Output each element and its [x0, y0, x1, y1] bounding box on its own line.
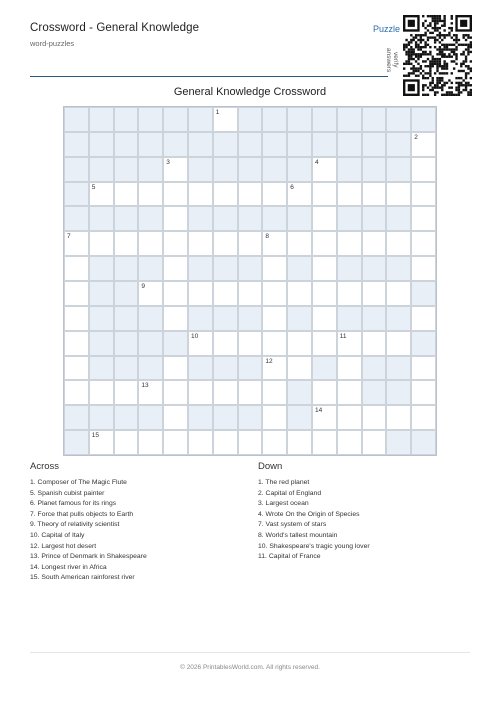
grid-cell[interactable]	[163, 405, 188, 430]
grid-cell[interactable]	[362, 331, 387, 356]
grid-cell[interactable]	[262, 380, 287, 405]
grid-cell-blocked	[213, 132, 238, 157]
grid-cell[interactable]	[138, 430, 163, 455]
grid-cell[interactable]	[386, 331, 411, 356]
grid-cell[interactable]	[163, 281, 188, 306]
across-clue-list	[30, 478, 250, 584]
grid-cell[interactable]	[163, 256, 188, 281]
grid-cell-blocked	[312, 107, 337, 132]
grid-cell-blocked	[114, 256, 139, 281]
grid-cell-blocked	[386, 256, 411, 281]
down-clue: 1. The red planet	[258, 479, 310, 486]
grid-cell[interactable]	[238, 430, 263, 455]
grid-cell-blocked	[114, 405, 139, 430]
grid-cell[interactable]	[188, 430, 213, 455]
down-clue: 8. World's tallest mountain	[258, 531, 338, 539]
grid-cell[interactable]	[411, 231, 436, 256]
grid-cell[interactable]	[138, 281, 163, 306]
grid-cell-blocked	[337, 206, 362, 231]
clue-number: 13	[141, 382, 149, 390]
grid-cell[interactable]	[262, 182, 287, 207]
grid-cell[interactable]	[287, 281, 312, 306]
grid-cell-blocked	[114, 107, 139, 132]
grid-cell[interactable]	[238, 281, 263, 306]
grid-cell[interactable]	[163, 306, 188, 331]
down-clue-list	[258, 478, 468, 563]
down-clue: 2. Capital of England	[258, 489, 322, 497]
grid-cell[interactable]	[138, 231, 163, 256]
grid-cell-blocked	[238, 256, 263, 281]
grid-cell[interactable]	[114, 231, 139, 256]
grid-cell[interactable]	[114, 380, 139, 405]
across-clues	[30, 461, 250, 584]
grid-cell-blocked	[287, 256, 312, 281]
grid-cell[interactable]	[337, 281, 362, 306]
grid-cell[interactable]	[188, 380, 213, 405]
grid-cell[interactable]	[287, 231, 312, 256]
grid-cell[interactable]	[262, 306, 287, 331]
grid-cell-blocked	[238, 356, 263, 381]
grid-cell-blocked	[386, 157, 411, 182]
grid-cell-blocked	[114, 132, 139, 157]
grid-cell-blocked	[362, 306, 387, 331]
grid-cell-blocked	[114, 306, 139, 331]
grid-cell[interactable]	[188, 182, 213, 207]
grid-cell-blocked	[238, 107, 263, 132]
grid-cell-blocked	[213, 306, 238, 331]
grid-cell-blocked	[114, 281, 139, 306]
grid-cell-blocked	[213, 206, 238, 231]
grid-cell-blocked	[138, 331, 163, 356]
grid-cell-blocked	[386, 132, 411, 157]
grid-cell[interactable]	[64, 256, 89, 281]
grid-cell[interactable]	[287, 182, 312, 207]
grid-cell[interactable]	[411, 306, 436, 331]
grid-cell-blocked	[362, 256, 387, 281]
grid-cell[interactable]	[287, 331, 312, 356]
clue-number: 1	[215, 109, 220, 116]
grid-cell[interactable]	[386, 405, 411, 430]
grid-cell[interactable]	[287, 430, 312, 455]
clue-number: 2	[414, 133, 418, 141]
page-subtitle: word-puzzles	[30, 39, 75, 48]
grid-cell-blocked	[213, 157, 238, 182]
across-clue: 1. Composer of The Magic Flute	[30, 479, 127, 486]
grid-cell-blocked	[138, 306, 163, 331]
grid-cell-blocked	[238, 405, 263, 430]
grid-cell[interactable]	[262, 231, 287, 256]
grid-cell-blocked	[262, 107, 287, 132]
grid-cell[interactable]	[386, 281, 411, 306]
grid-cell-blocked	[287, 107, 312, 132]
grid-cell-blocked	[89, 157, 114, 182]
clue-number: 3	[166, 158, 170, 166]
grid-cell-blocked	[362, 132, 387, 157]
grid-cell[interactable]	[89, 380, 114, 405]
grid-cell-blocked	[262, 132, 287, 157]
grid-cell-blocked	[411, 281, 436, 306]
grid-cell[interactable]	[411, 256, 436, 281]
grid-cell-blocked	[138, 405, 163, 430]
grid-cell-blocked	[287, 157, 312, 182]
down-clue: 10. Shakespeare's tragic young lover	[258, 542, 370, 550]
grid-cell-blocked	[188, 132, 213, 157]
grid-cell-blocked	[114, 331, 139, 356]
grid-cell[interactable]	[89, 430, 114, 455]
grid-cell-blocked	[114, 206, 139, 231]
down-clues	[258, 461, 468, 563]
puzzle-title: General Knowledge Crossword	[173, 86, 327, 98]
grid-cell[interactable]	[337, 430, 362, 455]
grid-cell-blocked	[362, 157, 387, 182]
clue-number: 10	[191, 332, 199, 340]
grid-cell[interactable]	[188, 331, 213, 356]
across-heading: Across	[30, 461, 60, 472]
grid-cell[interactable]	[163, 430, 188, 455]
down-heading: Down	[258, 461, 283, 472]
grid-cell-blocked	[138, 356, 163, 381]
grid-cell[interactable]	[312, 231, 337, 256]
grid-cell[interactable]	[312, 405, 337, 430]
page-title: Crossword - General Knowledge	[30, 22, 200, 34]
clue-number: 9	[141, 283, 146, 290]
grid-cell-blocked	[89, 331, 114, 356]
grid-cell-blocked	[386, 380, 411, 405]
grid-cell-blocked	[312, 356, 337, 381]
grid-cell-blocked	[213, 256, 238, 281]
grid-cell[interactable]	[362, 405, 387, 430]
grid-cell-blocked	[411, 430, 436, 455]
grid-cell[interactable]	[64, 281, 89, 306]
grid-cell[interactable]	[362, 182, 387, 207]
grid-cell[interactable]	[213, 430, 238, 455]
grid-cell-blocked	[386, 306, 411, 331]
grid-cell[interactable]	[262, 331, 287, 356]
grid-cell[interactable]	[64, 306, 89, 331]
grid-cell-blocked	[238, 157, 263, 182]
grid-cell-blocked	[238, 306, 263, 331]
grid-cell[interactable]	[312, 206, 337, 231]
grid-cell[interactable]	[287, 356, 312, 381]
grid-cell[interactable]	[163, 206, 188, 231]
grid-cell-blocked	[386, 356, 411, 381]
grid-cell-blocked	[138, 256, 163, 281]
down-clue: 7. Vast system of stars	[258, 521, 327, 529]
across-clue: 6. Planet famous for its rings	[30, 500, 117, 508]
grid-cell[interactable]	[386, 231, 411, 256]
grid-cell-blocked	[287, 380, 312, 405]
grid-cell[interactable]	[262, 356, 287, 381]
grid-cell[interactable]	[163, 356, 188, 381]
across-clue: 7. Force that pulls objects to Earth	[30, 510, 134, 518]
grid-cell[interactable]	[163, 231, 188, 256]
grid-cell[interactable]	[312, 157, 337, 182]
grid-cell-blocked	[337, 157, 362, 182]
grid-cell-blocked	[262, 157, 287, 182]
qr-code-icon[interactable]	[403, 15, 472, 96]
grid-cell-blocked	[386, 430, 411, 455]
grid-cell[interactable]	[213, 231, 238, 256]
grid-cell[interactable]	[312, 256, 337, 281]
down-clue: 4. Wrote On the Origin of Species	[258, 510, 360, 518]
grid-cell[interactable]	[262, 256, 287, 281]
grid-cell-blocked	[287, 206, 312, 231]
grid-cell-blocked	[138, 206, 163, 231]
across-clue: 14. Longest river in Africa	[30, 563, 107, 571]
grid-cell[interactable]	[262, 405, 287, 430]
grid-cell-blocked	[89, 306, 114, 331]
page-header	[30, 22, 400, 48]
grid-cell[interactable]	[163, 182, 188, 207]
grid-cell-blocked	[337, 256, 362, 281]
clue-number: 6	[290, 183, 294, 191]
across-clue: 15. South American rainforest river	[30, 574, 135, 582]
grid-cell-blocked	[287, 132, 312, 157]
grid-cell[interactable]	[213, 182, 238, 207]
across-clue: 12. Largest hot desert	[30, 542, 97, 550]
grid-cell-blocked	[64, 405, 89, 430]
grid-cell-blocked	[89, 256, 114, 281]
grid-cell-blocked	[89, 281, 114, 306]
category-link[interactable]: Puzzle	[372, 24, 400, 34]
grid-cell-blocked	[64, 206, 89, 231]
grid-cell[interactable]	[213, 281, 238, 306]
grid-cell-blocked	[337, 306, 362, 331]
clue-number: 14	[315, 407, 323, 415]
grid-cell[interactable]	[163, 157, 188, 182]
grid-cell[interactable]	[312, 380, 337, 405]
grid-cell-blocked	[163, 107, 188, 132]
grid-cell-blocked	[64, 430, 89, 455]
crossword-grid	[63, 106, 437, 456]
grid-cell[interactable]	[238, 182, 263, 207]
grid-cell[interactable]	[89, 231, 114, 256]
grid-cell[interactable]	[362, 430, 387, 455]
grid-cell[interactable]	[312, 281, 337, 306]
grid-cell-blocked	[138, 132, 163, 157]
grid-cell-blocked	[337, 132, 362, 157]
grid-cell-blocked	[238, 206, 263, 231]
grid-cell[interactable]	[312, 430, 337, 455]
grid-cell[interactable]	[64, 380, 89, 405]
grid-cell-blocked	[188, 356, 213, 381]
clue-number: 4	[315, 158, 319, 166]
clue-number: 11	[339, 332, 347, 340]
grid-cell-blocked	[89, 405, 114, 430]
grid-cell-blocked	[89, 356, 114, 381]
grid-cell-blocked	[114, 356, 139, 381]
across-clue: 9. Theory of relativity scientist	[30, 521, 120, 529]
grid-cell[interactable]	[188, 231, 213, 256]
grid-cell[interactable]	[386, 182, 411, 207]
grid-cell[interactable]	[362, 281, 387, 306]
grid-cell-blocked	[114, 157, 139, 182]
grid-cell-blocked	[188, 256, 213, 281]
grid-cell[interactable]	[213, 107, 238, 132]
grid-cell-blocked	[287, 306, 312, 331]
grid-cell[interactable]	[238, 231, 263, 256]
grid-cell-blocked	[386, 107, 411, 132]
grid-cell-blocked	[411, 331, 436, 356]
grid-cell-blocked	[188, 107, 213, 132]
grid-cell[interactable]	[114, 182, 139, 207]
grid-cell[interactable]	[337, 356, 362, 381]
grid-cell-blocked	[213, 405, 238, 430]
grid-cell[interactable]	[337, 231, 362, 256]
grid-cell[interactable]	[262, 281, 287, 306]
clue-number: 12	[265, 357, 273, 365]
grid-cell[interactable]	[188, 281, 213, 306]
grid-cell[interactable]	[114, 430, 139, 455]
grid-cell[interactable]	[411, 182, 436, 207]
grid-cell[interactable]	[64, 356, 89, 381]
across-clue: 13. Prince of Denmark in Shakespeare	[30, 553, 147, 561]
grid-cell-blocked	[89, 206, 114, 231]
grid-cell[interactable]	[238, 380, 263, 405]
grid-cell-blocked	[188, 157, 213, 182]
grid-cell-blocked	[188, 206, 213, 231]
grid-cell[interactable]	[411, 405, 436, 430]
grid-cell-blocked	[262, 206, 287, 231]
grid-cell[interactable]	[362, 231, 387, 256]
grid-cell-blocked	[362, 380, 387, 405]
grid-cell-blocked	[337, 107, 362, 132]
grid-cell-blocked	[188, 306, 213, 331]
grid-cell-blocked	[64, 182, 89, 207]
grid-cell-blocked	[163, 132, 188, 157]
clue-number: 8	[265, 233, 270, 241]
clue-number: 5	[91, 183, 96, 191]
grid-cell-blocked	[238, 132, 263, 157]
grid-cell[interactable]	[213, 380, 238, 405]
header-divider	[30, 76, 388, 77]
grid-cell-blocked	[386, 206, 411, 231]
grid-cell-blocked	[64, 107, 89, 132]
footer-divider	[30, 652, 470, 653]
grid-cell[interactable]	[337, 380, 362, 405]
grid-cell[interactable]	[89, 182, 114, 207]
qr-caption: verify answers	[385, 47, 399, 73]
grid-cell[interactable]	[411, 380, 436, 405]
grid-cell[interactable]	[163, 380, 188, 405]
grid-cell-blocked	[64, 132, 89, 157]
grid-cell[interactable]	[138, 380, 163, 405]
grid-cell-blocked	[362, 206, 387, 231]
copyright-notice: © 2026 PrintablesWorld.com. All rights reserved.	[180, 664, 320, 671]
grid-cell[interactable]	[312, 306, 337, 331]
grid-cell[interactable]	[138, 182, 163, 207]
grid-cell[interactable]	[213, 331, 238, 356]
across-clue: 5. Spanish cubist painter	[30, 489, 105, 497]
grid-cell[interactable]	[411, 356, 436, 381]
grid-cell-blocked	[138, 107, 163, 132]
grid-cell-blocked	[64, 157, 89, 182]
down-clue: 3. Largest ocean	[258, 500, 309, 508]
grid-cell[interactable]	[262, 430, 287, 455]
grid-cell[interactable]	[337, 182, 362, 207]
grid-cell-blocked	[287, 405, 312, 430]
grid-cell[interactable]	[64, 331, 89, 356]
grid-cell[interactable]	[64, 231, 89, 256]
grid-cell[interactable]	[238, 331, 263, 356]
grid-cell-blocked	[138, 157, 163, 182]
grid-cell-blocked	[89, 132, 114, 157]
grid-cell-blocked	[213, 356, 238, 381]
grid-cell[interactable]	[337, 405, 362, 430]
grid-cell-blocked	[362, 107, 387, 132]
grid-cell[interactable]	[312, 182, 337, 207]
grid-cell[interactable]	[337, 331, 362, 356]
grid-cell[interactable]	[411, 206, 436, 231]
grid-cell[interactable]	[411, 157, 436, 182]
grid-cell-blocked	[312, 132, 337, 157]
clue-number: 15	[91, 432, 100, 440]
grid-cell[interactable]	[312, 331, 337, 356]
across-clue: 10. Capital of Italy	[30, 531, 85, 539]
grid-cell-blocked	[362, 356, 387, 381]
grid-cell[interactable]	[411, 132, 436, 157]
grid-cell-blocked	[163, 331, 188, 356]
grid-cell-blocked	[188, 405, 213, 430]
grid-cell-blocked	[411, 107, 436, 132]
grid-cell-blocked	[89, 107, 114, 132]
down-clue: 11. Capital of France	[258, 553, 321, 561]
clue-number: 7	[67, 233, 71, 241]
